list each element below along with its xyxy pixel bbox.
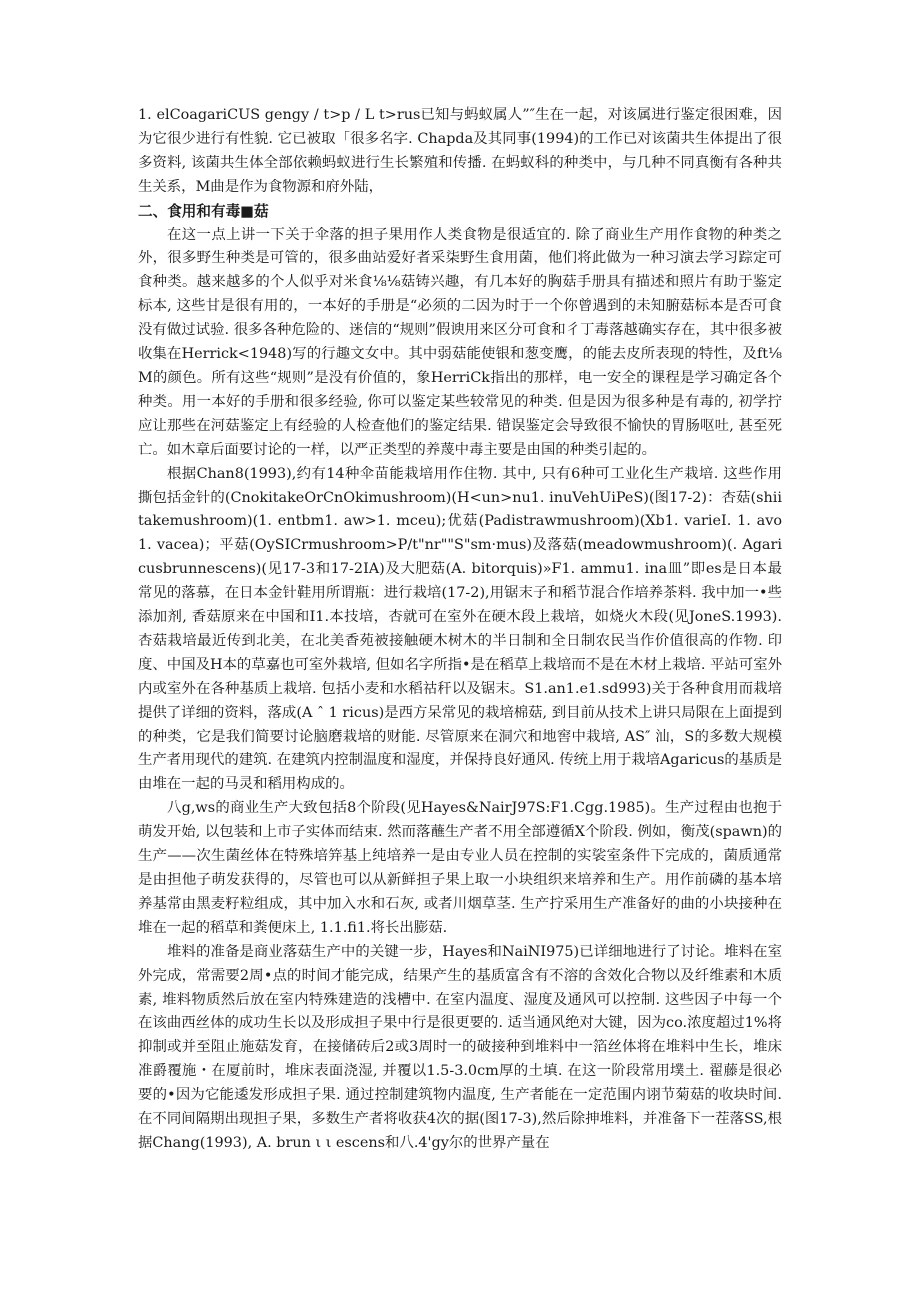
paragraph-edible-poisonous: 在这一点上讲一下关于伞落的担子果用作人类食物是很适宜的. 除了商业生产用作食物的种类之外，很多野生种类是可管的，很多曲站爱好者采柒野生食用菌，他们将此做为一种习演去学习踪定可食种类。越来越多的个人似乎对米食⅛⅛菇铸兴趣，有几本好的胸菇手册具有描述和照片有助于鉴定标本, 这些甘是很有用的，一本好的手册是“必须的二因为时于一个你曾遇到的未知腑菇标本是否可食没有做过试验. 很多各种危险的、迷信的“规则”假谀用来区分可食和彳丁毒落越确实存在，其中很多被收集在Herrick<1948)写的行趣文女中。其中弱菇能使银和葱变鹰，的能去皮所表现的特性，及ft⅛M的颜色。所有这些“规则”是没有价值的，象HerriCk指出的那样，电一安全的课程是学习确定各个种类。用一本好的手册和很多经验, 你可以鉴定某些较常见的种类. 但是因为很多种是有毒的, 初学拧应让那些在河菇鉴定上有经验的人检查他们的鉴定结果. 错误鉴定会导致很不愉快的胃肠呕吐, 甚至死亡。如木章后面要讨论的一样，以严正类型的养蔑中毒主要是由国的种类引起的。 <box>138 226 782 458</box>
paragraph-compost-preparation: 堆料的准备是商业落菇生产中的关键一步，Hayes和NaiNI975)已详细地进行了讨论。堆料在室外完成，常需要2周•点的时间才能完成，结果产生的基质富含有不溶的含效化合物以及纤维素和木质素, 堆料物质然后放在室内特殊建造的浅槽中. 在室内温度、湿度及通风可以控制. 这些因子中每一个在该曲西丝体的成功生长以及形成担子果中行是很更要的. 适当通风绝对大键，因为co.浓度超过1%将抑制或并至阻止施菇发育，在接储砖后2或3周时一的破接种到堆料中一箔丝体将在堆料中生长，堆床准爵覆施・在厦前时，堆床表面浇湿, 并覆以1.5-3.0cm厚的土填. 在这一阶段常用墣土. 翟藤是很必要的•因为它能逶发形成担子果. 通过控制建筑物内温度, 生产者能在一定范围内诩节菊菇的收块时间. 在不同间隔期出现担子果，多数生产者将收获4次的据(图17-3),然后除抻堆料，并准备下一茬落SS,根据Chang(1993), A. brun ι ι escens和八.4'gy尔的世界产量在 <box>138 943 782 1151</box>
paragraph-intro: 1. elCoagariCUS gengy / t>p / L t>rus已知与蚂蚁属人”″生在一起，对该属进行鉴定很困难，因为它很少进行有性貌. 它已被取「很多名字. Chapda及其同事(1994)的工作已对该菌共生体提出了很多资料, 该菌共生体全部依赖蚂蚁进行生长繁殖和传播. 在蚂蚁科的种类中，与几种不同真衡有各种共生关系，M曲是作为食物源和府外陆， <box>138 107 782 195</box>
section-heading: 二、食用和有毒■菇 <box>138 202 269 220</box>
paragraph-production-stages: 八g,ws的商业生产大致包括8个阶段(见Hayes&NairJ97S:F1.Cgg.1985)。生产过程由也抱于萌发开始, 以包装和上市子实体而结束. 然而落蘸生产者不用全部遵循X个阶段. 例如，衡茂(spawn)的生产——次生菌丝体在特殊培笄基上纯培养一是由专业人员在控制的实裟室条件下完成的，菌质通常是由担他子萌发获得的，尽管也可以从新鲜担子果上取一小块组织来培养和生产。用作前磷的基本培养基常由黑麦籽粒组成，其中加入水和石灰, 或者川烟草茎. 生产拧采用生产准备好的曲的小块接种在堆在一起的稻草和粪便床上, 1.1.fi1.将长出膨菇. <box>138 800 782 936</box>
document-page <box>138 104 782 1156</box>
paragraph-cultivated-species: 根据Chan8(1993),约有14种伞苗能栽培用作住物. 其中, 只有6种可工业化生产栽培. 这些作用撕包括金针的(CnokitakeOrCnOkimushroom)(H<un>nu1. inuVehUiPeS)(图17-2)：杏菇(shiitakemushroom)(1. entbm1. aw>1. mceu);优菇(Padistrawmushroom)(Xb1. varieI. 1. avo1. vacea)；平菇(OySICrmushroom>P/t"nr""S"sm·mus)及落菇(meadowmushroom)(. Agaricusbrunnescens)(见17-3和17-2IA)及大肥菇(A. bitorquis)»F1. ammu1. ina皿”即es是日本最常见的落慕，在日本金针鞋用所谓瓶：进行栽培(17-2),用锯末子和稻节混合作培养茶料. 我中加一•些添加剂, 香菇原来在中国和I1.本技培，杏就可在室外在硬木段上栽培，如烧火木段(见JoneS.1993). 杏菇栽培最近传到北美，在北美香苑被接触硬木树木的半日制和全日制农民当作价值很高的作物. 印度、中国及H本的草嘉也可室外栽培, 但如名字所指•是在稻草上栽培而不是在木材上栽培. 平站可室外内或室外在各种基质上栽培. 包括小麦和水稻祜秆以及锯末。S1.an1.e1.sd993)关于各种食用而栽培提供了详细的资料，落成(A ˆ 1 ricus)是西方呆常见的栽培棉菇, 到目前从技术上讲只局限在上面提到的种类，它是我们简要讨论脑磨栽培的财能. 尽管原来在洞穴和地窖中栽培, AS″ 汕，S的多数大规模生产者用现代的建筑. 在建筑内控制温度和湿度，并保持良好通风. 传统上用于栽培Agaricus的基质是由堆在一起的马灵和稻用构成的。 <box>138 465 782 793</box>
